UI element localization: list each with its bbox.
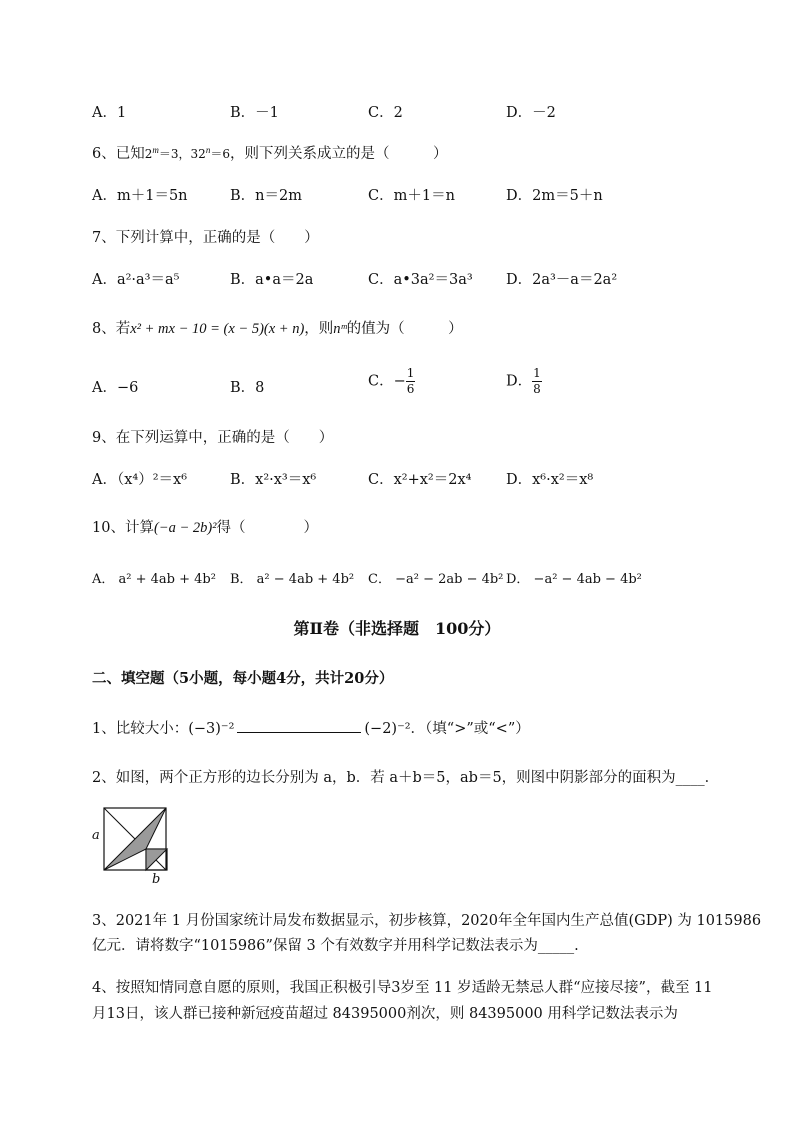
fill1-question: [92, 717, 530, 738]
q8-option-a: A．−6: [92, 380, 139, 396]
fill1-suffix: ．（填“>”或“<”）: [410, 721, 530, 737]
q8-option-b: B．8: [230, 380, 265, 396]
q9-option-d: D．x⁶·x²＝x⁸: [506, 472, 594, 488]
q6-stem-prefix: 6、已知: [92, 146, 145, 162]
q6-cond2-rhs: ＝6: [210, 147, 230, 161]
q6-option-a: A．m＋1＝5n: [92, 188, 188, 204]
q9-stem: 9、在下列运算中，正确的是（ ）: [92, 430, 334, 446]
q7-stem: 7、下列计算中，正确的是（ ）: [92, 230, 319, 246]
q8-option-c-fraction: [406, 366, 416, 397]
figure-label-a: a: [92, 828, 100, 843]
q6-option-b: B．n＝2m: [230, 188, 302, 204]
q5-option-c: C．2: [368, 105, 403, 121]
q10-option-c: C． −a² − 2ab − 4b²: [368, 572, 504, 587]
q6-cond1-rhs: ＝3: [158, 147, 179, 161]
squares-diagram: [88, 802, 178, 888]
fill1-right-expr: (−2)⁻²: [364, 721, 411, 737]
q6-cond1-exp: m: [152, 145, 159, 155]
fill2-question: 2、如图，两个正方形的边长分别为 a，b．若 a＋b＝5，ab＝5，则图中阴影部分的面积为____．: [92, 770, 720, 786]
q8-option-c-denominator: 6: [406, 382, 415, 396]
q8-option-d-fraction: [532, 366, 542, 397]
q8-stem: [92, 317, 463, 338]
q9-option-c: C．x²+x²＝2x⁴: [368, 472, 472, 488]
fill3-line2: 亿元．请将数字“1015986”保留 3 个有效数字并用科学记数法表示为_____.: [92, 938, 579, 954]
q8-stem-prefix: 8、若: [92, 321, 131, 337]
fill1-left-expr: (−3)⁻²: [188, 721, 235, 737]
q6-stem-suffix: ，则下列关系成立的是（ ）: [229, 146, 448, 162]
q5-option-b: B．－1: [230, 105, 279, 121]
q10-expression: (−a − 2b)²: [153, 520, 217, 536]
q10-stem-prefix: 10、计算: [92, 520, 154, 536]
q6-cond1-base: 2: [144, 147, 153, 161]
fill1-answer-blank: [237, 720, 361, 733]
q8-option-c-numerator: 1: [406, 366, 415, 380]
q6-option-c: C．m＋1＝n: [368, 188, 455, 204]
q8-option-d-numerator: 1: [533, 366, 541, 380]
part2-title: 第Ⅱ卷（非选择题 100分）: [293, 619, 501, 638]
squares-figure: [88, 802, 178, 888]
fill3-line1: 3、2021年 1 月份国家统计局发布数据显示，初步核算，2020年全年国内生产总值(GDP) 为 1015986: [92, 913, 762, 929]
q8-option-d-denominator: 8: [533, 382, 541, 396]
q6-option-d: D．2m＝5＋n: [506, 188, 603, 204]
fill4-line1: 4、按照知情同意自愿的原则，我国正积极引导3岁至 11 岁适龄无禁忌人群“应接尽接”，截至 11: [92, 980, 713, 996]
q5-option-a: A．1: [92, 105, 127, 121]
q8-stem-suffix: 的值为（ ）: [346, 321, 463, 337]
q5-option-d: D．－2: [506, 105, 556, 121]
q6-stem: 6、已知$2^m=3$，$32^n=6$，则下列关系成立的是（ ）: [92, 145, 448, 162]
q10-option-a: A． a² + 4ab + 4b²: [92, 572, 216, 587]
shaded-triangle-small: [146, 849, 167, 870]
q6-cond2-base: 32: [190, 147, 206, 161]
q9-option-a: A．（x⁴）²＝x⁶: [92, 472, 188, 488]
q8-option-d: [506, 366, 542, 397]
q8-option-d-prefix: D．: [506, 373, 533, 390]
q10-stem: [92, 516, 318, 537]
fill1-prefix: 1、比较大小：: [92, 721, 189, 737]
figure-label-b: b: [152, 872, 161, 887]
section2-heading: 二、填空题（5小题，每小题4分，共计20分）: [92, 670, 394, 687]
q8-expression: nᵐ: [333, 321, 347, 337]
q8-stem-mid: ，则: [304, 321, 334, 337]
q7-option-b: B．a•a＝2a: [230, 272, 314, 288]
q8-option-c: [368, 366, 415, 397]
q6-cond2-exp: n: [205, 145, 211, 155]
q7-option-a: A．a²·a³＝a⁵: [92, 272, 180, 288]
q8-option-c-prefix: C．−: [368, 373, 406, 390]
fill4-line2: 月13日，该人群已接种新冠疫苗超过 84395000剂次，则 84395000 用科学记数法表示为: [92, 1006, 678, 1022]
q10-option-d: D． −a² − 4ab − 4b²: [506, 572, 642, 587]
q10-stem-suffix: 得（ ）: [216, 520, 319, 536]
q7-option-c: C．a•3a²＝3a³: [368, 272, 473, 288]
q9-option-b: B．x²·x³＝x⁶: [230, 472, 317, 488]
q10-option-b: B． a² − 4ab + 4b²: [230, 572, 355, 587]
q8-equation: x² + mx − 10 = (x − 5)(x + n): [130, 321, 305, 337]
q7-option-d: D．2a³－a＝2a²: [506, 272, 618, 288]
